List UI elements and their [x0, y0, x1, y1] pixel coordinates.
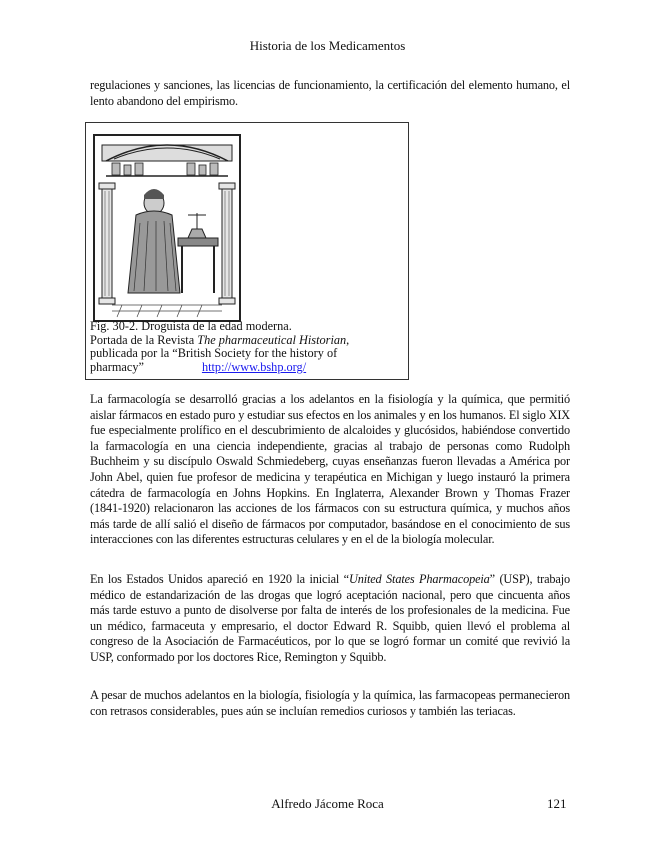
page-number: 121	[547, 796, 567, 811]
caption-line-2-prefix: Portada de la Revista	[90, 332, 198, 347]
journal-title: The pharmaceutical Historian	[197, 332, 347, 347]
paragraph-pharmacopeias: A pesar de muchos adelantos en la biología, fisiología y la química, las farmacopeas permanecieron con retrasos considerables, pues aún se incluían remedios curiosos y también las teriacas.	[90, 688, 570, 718]
footer-author: Alfredo Jácome Roca	[271, 796, 384, 811]
caption-line-2-suffix: ,	[346, 332, 350, 347]
page-header: Historia de los Medicamentos	[249, 38, 406, 53]
figure-caption	[90, 320, 402, 374]
caption-line-3: publicada por la “British Society for the history of	[90, 346, 338, 361]
figure	[85, 122, 409, 380]
woodcut-illustration	[92, 133, 242, 323]
caption-line-1: Fig. 30-2. Droguista de la edad moderna.	[90, 319, 292, 333]
paragraph-usp	[90, 572, 570, 666]
paragraph-pharmacology: La farmacología se desarrolló gracias a los adelantos en la fisiología y la química, que permitió aislar fármacos en estado puro y estudiar sus efectos en los animales y en los humanos. El siglo XIX fue especialmente prolífico en el descubrimiento de alcaloides y glucósidos, habiéndose convertido la farmacología en una ciencia independiente, gracias al trabajo de personas como Rudolph Buchheim y su discípulo Oswald Schmiedeberg, cuyas enseñanzas fueron llevadas a América por John Abel, quien fue profesor de medicina y terapéutica en Michigan y luego instauró la primera cátedra de farmacología en Johns Hopkins. En Inglaterra, Alexander Brown y Thomas Frazer (1841-1920) relacionaron las acciones de los fármacos con su estructura química, y muchos años más tarde de allí salió el diseño de fármacos por computador, basándose en el conocimiento de sus interacciones con las diferentes estructuras celulares y en el de la biología molecular.	[90, 392, 570, 547]
usp-prefix: En los Estados Unidos apareció en 1920 la inicial “	[90, 572, 349, 586]
usp-suffix: ” (USP), trabajo médico de estandarización de las drogas que logró aceptación nacional, pero que cincuenta años más tarde estuvo a punto de disolverse por falta de interés de los profesionales de la medicina. Fue un médico, farmaceuta y empresario, el doctor Edward R. Squibb, quien llevó el problema al congreso de la Asociación de Farmacéuticos, por lo que se logró formar un comité que revivió la USP, conformado por los doctores Rice, Remington y Squibb.	[90, 572, 570, 664]
caption-line-4: pharmacy”	[90, 359, 144, 374]
intro-paragraph: regulaciones y sanciones, las licencias de funcionamiento, la certificación del elemento humano, el lento abandono del empirismo.	[90, 78, 570, 108]
usp-title: United States Pharmacopeia	[348, 572, 490, 586]
bshp-link[interactable]: http://www.bshp.org/	[201, 359, 307, 374]
